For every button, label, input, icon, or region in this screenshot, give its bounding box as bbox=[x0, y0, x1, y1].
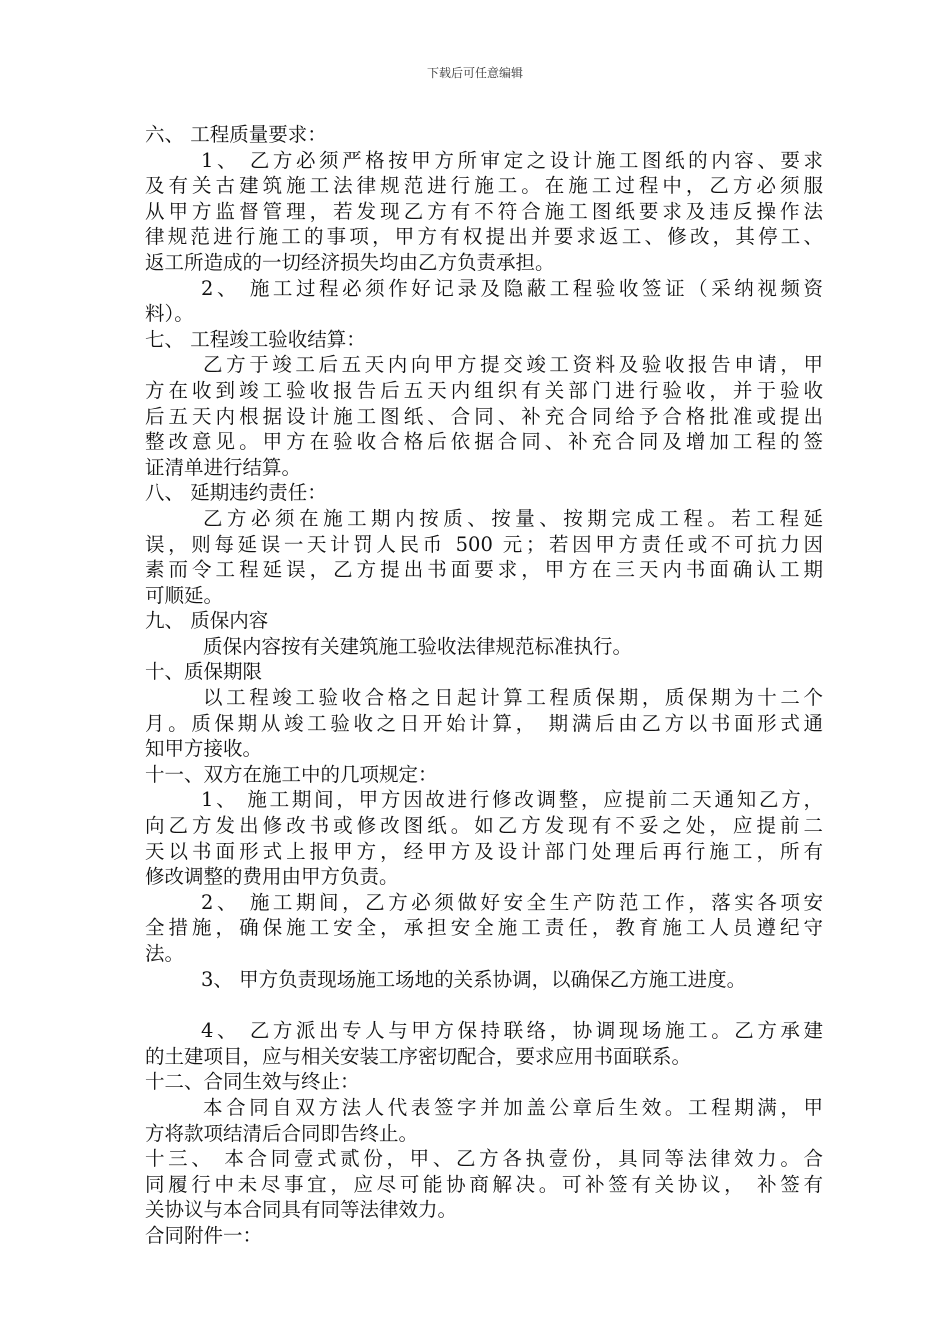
paragraph-line: 关协议与本合同具有同等法律效力。 bbox=[145, 1198, 458, 1222]
paragraph-line: 同履行中未尽事宜，应尽可能协商解决。可补签有关协议， 补签有 bbox=[145, 1172, 823, 1196]
paragraph-line: 知甲方接收。 bbox=[145, 737, 263, 761]
paragraph-line: 料）。 bbox=[145, 302, 194, 326]
paragraph-line: 1、 乙方必须严格按甲方所审定之设计施工图纸的内容、要求 bbox=[201, 148, 823, 172]
paragraph-line: 4、 乙方派出专人与甲方保持联络，协调现场施工。乙方承建 bbox=[201, 1019, 823, 1043]
paragraph-line: 后五天内根据设计施工图纸、合同、补充合同给予合格批准或提出 bbox=[145, 404, 823, 428]
paragraph-line: 向乙方发出修改书或修改图纸。如乙方发现有不妥之处，应提前二 bbox=[145, 814, 823, 838]
paragraph-line: 可顺延。 bbox=[145, 583, 224, 607]
paragraph-line: 整改意见。甲方在验收合格后依据合同、补充合同及增加工程的签 bbox=[145, 430, 823, 454]
paragraph-line: 质保内容按有关建筑施工验收法律规范标准执行。 bbox=[203, 634, 633, 658]
paragraph-line: 法。 bbox=[145, 942, 185, 965]
paragraph-line: 全措施，确保施工安全，承担安全施工责任，教育施工人员遵纪守 bbox=[145, 916, 823, 940]
paragraph-line: 返工所造成的一切经济损失均由乙方负责承担。 bbox=[145, 250, 555, 274]
paragraph-line: 天以书面形式上报甲方，经甲方及设计部门处理后再行施工，所有 bbox=[145, 839, 823, 863]
paragraph-line: 律规范进行施工的事项，甲方有权提出并要求返工、修改，其停工、 bbox=[145, 225, 823, 249]
paragraph-line: 乙方必须在施工期内按质、按量、按期完成工程。若工程延 bbox=[203, 506, 823, 530]
paragraph-line: 十三、 本合同壹式贰份，甲、乙方各执壹份，具同等法律效力。合 bbox=[145, 1147, 823, 1171]
paragraph-line: 误，则每延误一天计罚人民币 500 元；若因甲方责任或不可抗力因 bbox=[145, 532, 823, 556]
paragraph-line: 2、 施工期间，乙方必须做好安全生产防范工作，落实各项安 bbox=[201, 890, 823, 914]
paragraph-line: 2、 施工过程必须作好记录及隐蔽工程验收签证（采纳视频资 bbox=[201, 276, 823, 300]
paragraph-line: 乙方于竣工后五天内向甲方提交竣工资料及验收报告申请，甲 bbox=[203, 353, 823, 377]
paragraph-line: 素而令工程延误，乙方提出书面要求，甲方在三天内书面确认工期 bbox=[145, 558, 823, 582]
paragraph-line: 证清单进行结算。 bbox=[145, 455, 302, 479]
paragraph-line: 方在收到竣工验收报告后五天内组织有关部门进行验收，并于验收 bbox=[145, 378, 823, 402]
section-heading-acceptance: 七、 工程竣工验收结算： bbox=[145, 327, 366, 351]
paragraph-line: 1、 施工期间，甲方因故进行修改调整，应提前二天通知乙方， bbox=[201, 788, 823, 812]
blank-line bbox=[145, 992, 823, 1018]
paragraph-line: 从甲方监督管理，若发现乙方有不符合施工图纸要求及违反操作法 bbox=[145, 199, 823, 223]
paragraph-line: 方将款项结清后合同即告终止。 bbox=[145, 1121, 419, 1145]
paragraph-line: 本合同自双方法人代表签字并加盖公章后生效。工程期满，甲 bbox=[203, 1095, 823, 1119]
paragraph-line: 月。质保期从竣工验收之日开始计算， 期满后由乙方以书面形式通 bbox=[145, 711, 823, 735]
section-heading-warranty-period: 十、质保期限 bbox=[145, 660, 263, 684]
paragraph-line: 修改调整的费用由甲方负责。 bbox=[145, 865, 399, 889]
section-heading-attachment: 合同附件一： bbox=[145, 1223, 263, 1247]
section-heading-liability: 八、 延期违约责任： bbox=[145, 481, 327, 505]
section-heading-regulations: 十一、双方在施工中的几项规定： bbox=[145, 762, 438, 786]
paragraph-line: 以工程竣工验收合格之日起计算工程质保期，质保期为十二个 bbox=[203, 686, 823, 710]
section-heading-quality: 六、 工程质量要求： bbox=[145, 123, 327, 146]
paragraph-line: 3、 甲方负责现场施工场地的关系协调，以确保乙方施工进度。 bbox=[201, 967, 747, 991]
contract-body bbox=[145, 122, 823, 1249]
section-heading-effect: 十二、合同生效与终止： bbox=[145, 1070, 360, 1094]
section-heading-warranty-content: 九、 质保内容 bbox=[145, 609, 269, 633]
page-header: 下载后可任意编辑 bbox=[426, 66, 523, 80]
paragraph-line: 及有关古建筑施工法律规范进行施工。在施工过程中，乙方必须服 bbox=[145, 174, 823, 198]
paragraph-line: 的土建项目，应与相关安装工序密切配合，要求应用书面联系。 bbox=[145, 1044, 692, 1068]
